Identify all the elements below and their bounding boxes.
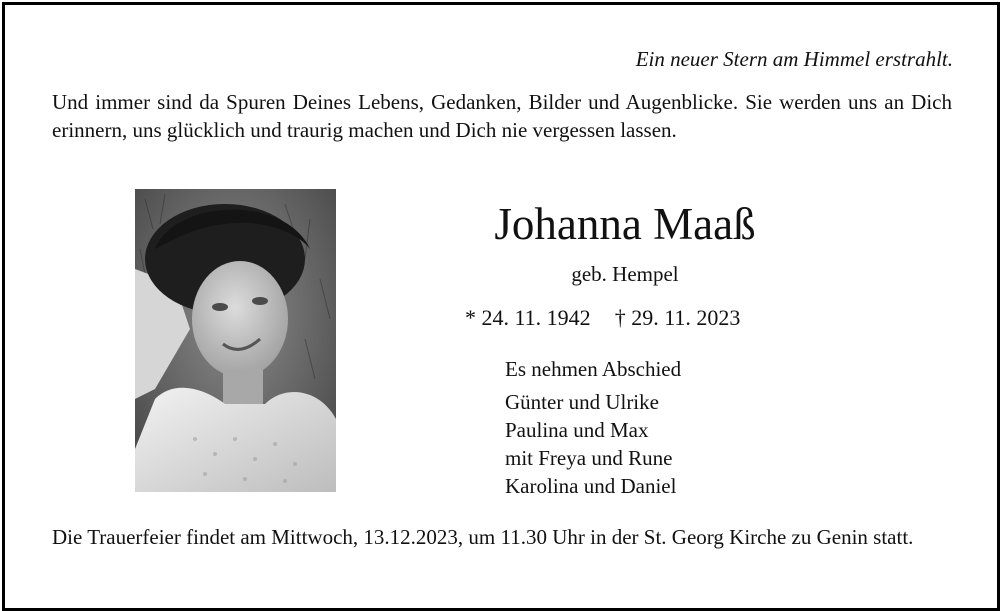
portrait-photo: [135, 189, 336, 492]
motto: Ein neuer Stern am Himmel erstrahlt.: [635, 47, 953, 71]
maiden-name: geb. Hempel: [571, 262, 679, 286]
mourners-block: [505, 355, 681, 500]
deceased-name: Johanna Maaß: [494, 199, 756, 249]
obituary-notice: [2, 2, 1000, 611]
birth-date: * 24. 11. 1942: [465, 305, 591, 330]
service-notice: Die Trauerfeier findet am Mittwoch, 13.12.2023, um 11.30 Uhr in der St. Georg Kirche zu Genin statt.: [52, 525, 914, 549]
intro-text: Und immer sind da Spuren Deines Lebens, Gedanken, Bilder und Augenblicke. Sie werden uns an Dich erinnern, uns glücklich und traurig machen und Dich nie vergessen lassen.: [52, 90, 952, 142]
portrait-photo-image: [135, 189, 336, 492]
mourner-family: mit Freya und Rune: [505, 446, 673, 470]
mourner-family: Günter und Ulrike: [505, 390, 659, 414]
life-dates: [465, 305, 740, 331]
mourners-heading: Es nehmen Abschied: [505, 357, 682, 381]
mourner-family: Karolina und Daniel: [505, 474, 677, 498]
death-date: † 29. 11. 2023: [614, 305, 741, 330]
mourner-family: Paulina und Max: [505, 418, 649, 442]
